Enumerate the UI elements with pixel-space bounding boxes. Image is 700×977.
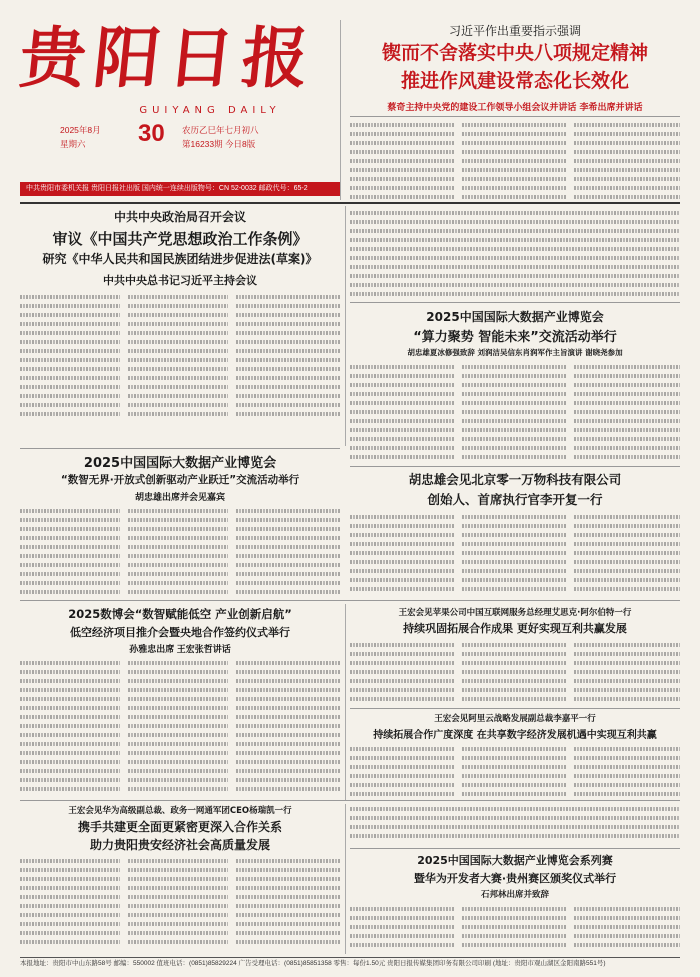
apple-headline-1: 王宏会见苹果公司中国互联网服务总经理艾思克·阿尔伯特一行: [398, 608, 632, 618]
rule: [350, 466, 680, 467]
wanwu-headline-1: 胡忠雄会见北京零一万物科技有限公司: [408, 472, 622, 487]
expo-second-body-col1: [20, 506, 120, 596]
column-divider: [345, 604, 346, 800]
expo-lead-headline-2: “算力聚势 智能未来”交流活动举行: [413, 330, 617, 345]
rule: [20, 800, 680, 801]
alibaba-body-col3: [574, 744, 680, 800]
page-footer: 本报地址：贵阳市中山东路58号 邮编：550002 值班电话：(0851)85829224 广告受理电话：(0851)85851358 零售：每份1.50元 贵阳日报传媒集团印务有限公司印刷 (地址：贵阳市观山湖区金阳南路551号): [20, 957, 680, 969]
wanwu-body-col2: [462, 512, 567, 596]
lead-body-continued: [350, 208, 680, 300]
huawei-body-col1: [20, 856, 120, 954]
politburo-body-col3: [236, 292, 340, 422]
expo-lead-body-col3: [574, 362, 680, 462]
expo-second-headline-2: “数智无界·开放式创新驱动产业跃迁”交流活动举行: [60, 474, 300, 486]
rule: [350, 116, 680, 117]
issue-lunar-date: 农历乙巳年七月初八: [182, 125, 259, 135]
expo-lead-headline-1: 2025中国国际大数据产业博览会: [426, 310, 604, 324]
alibaba-body-continued: [350, 804, 680, 846]
wanwu-body-col3: [574, 512, 680, 596]
huawei-headline-2: 携手共建更全面更紧密更深入合作关系: [77, 820, 282, 834]
expo-lead-body-col1: [350, 362, 455, 462]
rule: [20, 448, 340, 449]
info-bar: 中共贵阳市委机关报 贵阳日报社出版 国内统一连续出版物号：CN 52-0032 邮政代号：65-2: [20, 182, 340, 196]
rule: [20, 600, 680, 601]
masthead-logo: [15, 18, 321, 98]
rule: [350, 302, 680, 303]
section-rule: [20, 202, 680, 204]
expo-series-body-col1: [350, 904, 455, 954]
politburo-subline: 中共中央总书记习近平主持会议: [103, 275, 257, 287]
issue-date: 2025年8月: [60, 125, 101, 135]
huawei-headline-3: 助力贵阳贵安经济社会高质量发展: [89, 838, 270, 852]
lead-body-col1: [350, 120, 455, 202]
issue-number: 第16233期 今日8版: [182, 139, 256, 149]
lead-kicker: 习近平作出重要指示强调: [448, 24, 581, 38]
rule: [350, 848, 680, 849]
lowalt-headline-1: 2025数博会“数智赋能低空 产业创新启航”: [68, 607, 292, 621]
expo-lead-body-col2: [462, 362, 567, 462]
rule: [350, 708, 680, 709]
apple-body-col1: [350, 640, 455, 704]
politburo-headline-2: 研究《中华人民共和国民族团结进步促进法(草案)》: [42, 252, 318, 266]
apple-headline-2: 持续巩固拓展合作成果 更好实现互利共赢发展: [403, 622, 627, 635]
lead-subline: 蔡奇主持中央党的建设工作领导小组会议并讲话 李希出席并讲话: [387, 103, 643, 113]
issue-day-number: 30: [138, 120, 165, 147]
lowalt-headline-2: 低空经济项目推介会暨央地合作签约仪式举行: [70, 626, 290, 639]
politburo-body-col2: [128, 292, 228, 422]
lowalt-body-col3: [236, 658, 340, 798]
expo-series-body-col2: [462, 904, 567, 954]
lowalt-body-col1: [20, 658, 120, 798]
huawei-body-col3: [236, 856, 340, 954]
newspaper-title-en: GUIYANG DAILY: [139, 105, 281, 116]
alibaba-body-col1: [350, 744, 455, 800]
politburo-body-col1: [20, 292, 120, 422]
expo-series-subline: 石邦林出席并致辞: [480, 889, 549, 899]
lead-headline-1: 锲而不舍落实中央八项规定精神: [381, 42, 648, 64]
lowalt-subline: 孙雅忠出席 王宏张哲讲话: [129, 644, 231, 654]
alibaba-body-col2: [462, 744, 567, 800]
issue-info: [60, 120, 340, 160]
lowalt-body-col2: [128, 658, 228, 798]
apple-body-col2: [462, 640, 567, 704]
wanwu-headline-2: 创始人、首席执行官李开复一行: [427, 492, 603, 507]
expo-series-headline-2: 暨华为开发者大赛·贵州赛区颁奖仪式举行: [413, 872, 617, 885]
column-divider: [345, 206, 346, 446]
expo-second-body-col3: [236, 506, 340, 596]
expo-second-body-col2: [128, 506, 228, 596]
apple-body-col3: [574, 640, 680, 704]
expo-series-body-col3: [574, 904, 680, 954]
lead-headline-2: 推进作风建设常态化长效化: [400, 70, 629, 92]
lead-body-col2: [462, 120, 567, 202]
column-divider: [340, 20, 341, 200]
wanwu-body-col1: [350, 512, 455, 596]
newspaper-title: 贵阳日报: [15, 19, 321, 97]
expo-second-headline-1: 2025中国国际大数据产业博览会: [83, 456, 277, 471]
politburo-kicker: 中共中央政治局召开会议: [113, 210, 246, 224]
expo-second-subline: 胡忠雄出席并会见嘉宾: [134, 492, 225, 502]
politburo-headline-1: 审议《中国共产党思想政治工作条例》: [52, 230, 308, 248]
column-divider: [345, 804, 346, 954]
lead-body-col3: [574, 120, 680, 202]
huawei-body-col2: [128, 856, 228, 954]
issue-weekday: 星期六: [60, 139, 86, 149]
alibaba-headline-2: 持续拓展合作广度深度 在共享数字经济发展机遇中实现互利共赢: [373, 730, 657, 741]
alibaba-headline-1: 王宏会见阿里云战略发展副总裁李嘉平一行: [434, 714, 596, 724]
huawei-headline-1: 王宏会见华为高级副总裁、政务一网通军团CEO杨瑞凯一行: [68, 806, 292, 816]
expo-lead-subline: 胡忠雄夏冰修强致辞 刘润洁吴信东肖润军作主旨演讲 谢晓尧参加: [407, 348, 623, 357]
expo-series-headline-1: 2025中国国际大数据产业博览会系列赛: [417, 854, 613, 867]
